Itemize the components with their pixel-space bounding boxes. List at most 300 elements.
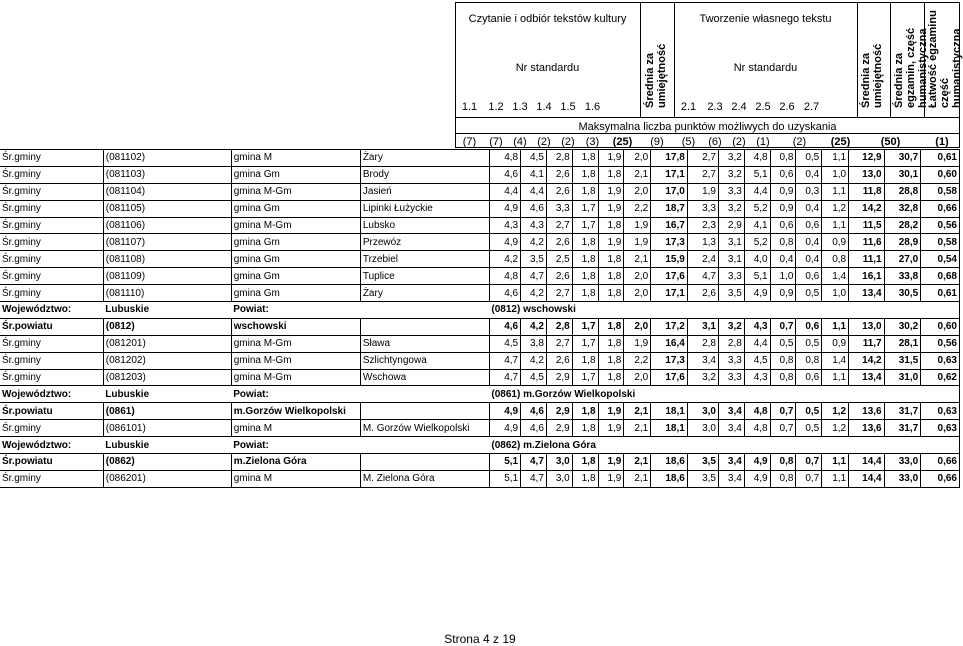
score-cell: 32,8 <box>884 200 921 217</box>
score-cell: 2,6 <box>687 285 718 302</box>
score-cell: 1,1 <box>822 369 849 386</box>
score-cell: 4,3 <box>489 217 520 234</box>
score-cell: 16,1 <box>849 268 884 285</box>
score-cell: 3,3 <box>718 268 744 285</box>
score-cell: 2,6 <box>546 268 572 285</box>
county-name: (0861) m.Gorzów Wielkopolski <box>489 386 959 403</box>
group2-standard-6: 2.7 <box>803 101 820 113</box>
score-cell: 11,8 <box>849 183 884 200</box>
score-cell: 0,56 <box>921 217 960 234</box>
score-cell: 4,8 <box>489 268 520 285</box>
score-cell: 13,6 <box>849 420 884 437</box>
county-label: Powiat: <box>231 437 360 454</box>
county-label: Powiat: <box>231 302 360 319</box>
score-cell: 2,2 <box>624 352 651 369</box>
unit-code: (081201) <box>103 335 231 352</box>
score-cell: 5,1 <box>744 268 770 285</box>
unit-type: Śr.gminy <box>0 470 103 487</box>
table-row <box>0 251 960 268</box>
score-cell: 1,9 <box>624 335 651 352</box>
unit-type: Śr.gminy <box>0 352 103 369</box>
score-cell: 2,8 <box>546 318 572 335</box>
score-cell: 1,0 <box>770 268 796 285</box>
score-cell: 0,5 <box>796 420 822 437</box>
table-row <box>0 369 960 386</box>
region-header-row <box>0 302 960 319</box>
unit-type: Śr.gminy <box>0 251 103 268</box>
unit-kind: gmina M-Gm <box>231 183 360 200</box>
score-cell: 0,7 <box>796 470 822 487</box>
score-cell: 11,7 <box>849 335 884 352</box>
score-cell: 1,8 <box>598 217 624 234</box>
score-cell: 2,5 <box>546 251 572 268</box>
region-header-row <box>0 386 960 403</box>
score-cell: 4,7 <box>521 454 547 471</box>
unit-code: (081108) <box>103 251 231 268</box>
score-cell: 3,2 <box>718 150 744 167</box>
score-cell: 0,3 <box>796 183 822 200</box>
score-cell: 33,0 <box>884 470 921 487</box>
score-cell: 4,9 <box>489 234 520 251</box>
unit-type: Śr.powiatu <box>0 318 103 335</box>
unit-code: (081106) <box>103 217 231 234</box>
score-cell: 4,6 <box>521 403 547 420</box>
score-cell: 4,9 <box>489 403 520 420</box>
score-cell: 1,8 <box>598 335 624 352</box>
region-value: Lubuskie <box>103 302 231 319</box>
score-cell: 1,9 <box>598 183 624 200</box>
score-cell: 4,3 <box>744 369 770 386</box>
score-cell: 5,1 <box>489 470 520 487</box>
score-cell: 1,8 <box>572 166 598 183</box>
unit-kind: gmina Gm <box>231 268 360 285</box>
score-cell: 17,3 <box>651 234 688 251</box>
unit-name: Jasień <box>360 183 489 200</box>
max-points-16: (1) <box>935 136 949 148</box>
score-cell: 17,1 <box>651 166 688 183</box>
max-points-label: Maksymalna liczba punktów możliwych do uzyskania <box>578 121 837 133</box>
divider <box>640 2 641 117</box>
score-cell: 4,6 <box>489 285 520 302</box>
score-cell: 4,5 <box>521 369 547 386</box>
score-cell: 2,0 <box>624 150 651 167</box>
group2-average-label: Średnia za umiejętność <box>860 43 884 108</box>
score-cell: 4,6 <box>489 166 520 183</box>
unit-name: Brody <box>360 166 489 183</box>
score-cell: 1,1 <box>822 470 849 487</box>
score-cell: 2,1 <box>624 166 651 183</box>
table-row <box>0 285 960 302</box>
score-cell: 0,9 <box>770 200 796 217</box>
group1-standard-4: 1.4 <box>536 101 552 113</box>
score-cell: 28,8 <box>884 183 921 200</box>
score-cell: 30,7 <box>884 150 921 167</box>
score-cell: 0,8 <box>770 454 796 471</box>
score-cell: 3,0 <box>687 403 718 420</box>
score-cell: 4,1 <box>521 166 547 183</box>
table-row <box>0 217 960 234</box>
divider <box>455 133 960 134</box>
score-cell: 0,8 <box>796 352 822 369</box>
score-cell: 17,0 <box>651 183 688 200</box>
table-row <box>0 470 960 487</box>
score-cell: 0,66 <box>921 454 960 471</box>
score-cell: 2,7 <box>546 285 572 302</box>
score-cell: 3,3 <box>718 369 744 386</box>
score-cell: 2,1 <box>624 454 651 471</box>
region-value: Lubuskie <box>103 386 231 403</box>
score-cell: 0,9 <box>822 335 849 352</box>
score-cell: 3,3 <box>718 183 744 200</box>
score-cell: 1,7 <box>572 200 598 217</box>
unit-name: Wschowa <box>360 369 489 386</box>
score-cell: 30,5 <box>884 285 921 302</box>
score-cell: 0,63 <box>921 352 960 369</box>
score-cell: 0,6 <box>796 268 822 285</box>
score-cell: 4,3 <box>744 318 770 335</box>
score-cell: 1,9 <box>598 454 624 471</box>
score-cell: 2,8 <box>687 335 718 352</box>
score-cell: 33,0 <box>884 454 921 471</box>
score-cell: 0,4 <box>796 166 822 183</box>
score-cell: 17,3 <box>651 352 688 369</box>
score-cell: 1,9 <box>598 420 624 437</box>
group1-standard-3: 1.3 <box>512 101 528 113</box>
unit-code: (0861) <box>103 403 231 420</box>
score-cell: 1,9 <box>598 403 624 420</box>
score-cell: 0,9 <box>770 183 796 200</box>
score-cell: 3,0 <box>546 454 572 471</box>
score-cell: 1,7 <box>572 217 598 234</box>
max-points-3: (4) <box>513 136 527 148</box>
county-average-row <box>0 454 960 471</box>
score-cell: 4,5 <box>489 335 520 352</box>
unit-type: Śr.gminy <box>0 268 103 285</box>
score-cell: 1,4 <box>822 268 849 285</box>
unit-code: (081203) <box>103 369 231 386</box>
unit-name: Sława <box>360 335 489 352</box>
group2-title: Tworzenie własnego tekstu <box>699 13 832 25</box>
group2-standard-4: 2.5 <box>755 101 771 113</box>
score-cell: 16,4 <box>651 335 688 352</box>
score-cell: 0,54 <box>921 251 960 268</box>
unit-code: (0862) <box>103 454 231 471</box>
divider <box>924 2 925 117</box>
unit-kind: m.Zielona Góra <box>231 454 360 471</box>
score-cell: 13,0 <box>849 166 884 183</box>
unit-name: Lubsko <box>360 217 489 234</box>
score-cell: 15,9 <box>651 251 688 268</box>
score-cell: 14,2 <box>849 352 884 369</box>
score-cell: 1,1 <box>822 318 849 335</box>
unit-code: (081202) <box>103 352 231 369</box>
score-cell: 2,4 <box>687 251 718 268</box>
score-cell: 4,0 <box>744 251 770 268</box>
group1-average-label: Średnia za umiejętność <box>644 43 668 108</box>
unit-code: (0812) <box>103 318 231 335</box>
unit-name: Lipinki Łużyckie <box>360 200 489 217</box>
score-cell: 0,7 <box>770 318 796 335</box>
score-cell: 1,8 <box>572 150 598 167</box>
score-cell: 4,7 <box>489 369 520 386</box>
unit-type: Śr.gminy <box>0 335 103 352</box>
score-cell: 0,5 <box>770 335 796 352</box>
unit-code: (081104) <box>103 183 231 200</box>
score-cell: 18,6 <box>651 470 688 487</box>
score-cell: 28,1 <box>884 335 921 352</box>
unit-kind: gmina Gm <box>231 166 360 183</box>
score-cell: 4,6 <box>489 318 520 335</box>
region-value: Lubuskie <box>103 437 231 454</box>
results-table <box>0 149 960 488</box>
score-cell: 4,8 <box>744 403 770 420</box>
county-average-row <box>0 403 960 420</box>
score-cell: 17,1 <box>651 285 688 302</box>
score-cell: 3,0 <box>687 420 718 437</box>
score-cell: 2,9 <box>546 369 572 386</box>
score-cell: 1,9 <box>624 217 651 234</box>
score-cell: 4,4 <box>744 183 770 200</box>
score-cell: 2,9 <box>546 403 572 420</box>
score-cell: 2,9 <box>718 217 744 234</box>
score-cell: 3,1 <box>718 234 744 251</box>
score-cell: 1,9 <box>687 183 718 200</box>
score-cell: 0,8 <box>770 352 796 369</box>
unit-kind: gmina M-Gm <box>231 369 360 386</box>
unit-code: (081105) <box>103 200 231 217</box>
score-cell: 3,3 <box>546 200 572 217</box>
score-cell: 3,4 <box>718 470 744 487</box>
score-cell: 4,7 <box>489 352 520 369</box>
table-row <box>0 420 960 437</box>
score-cell: 31,0 <box>884 369 921 386</box>
score-cell: 2,6 <box>546 234 572 251</box>
score-cell: 0,6 <box>796 318 822 335</box>
score-cell: 3,4 <box>718 420 744 437</box>
score-cell: 2,9 <box>546 420 572 437</box>
score-cell: 1,8 <box>598 268 624 285</box>
score-cell: 1,8 <box>572 183 598 200</box>
score-cell: 2,6 <box>546 352 572 369</box>
table-row <box>0 200 960 217</box>
score-cell: 18,7 <box>651 200 688 217</box>
score-cell: 14,4 <box>849 454 884 471</box>
region-label: Województwo: <box>0 386 103 403</box>
score-cell: 0,5 <box>796 150 822 167</box>
unit-type: Śr.gminy <box>0 166 103 183</box>
score-cell: 0,6 <box>770 166 796 183</box>
score-cell: 3,5 <box>687 470 718 487</box>
score-cell: 0,58 <box>921 183 960 200</box>
max-points-12: (1) <box>756 136 770 148</box>
max-points-7: (25) <box>612 136 633 148</box>
score-cell: 1,8 <box>598 352 624 369</box>
page-number: Strona 4 z 19 <box>444 632 516 646</box>
score-cell: 2,7 <box>546 217 572 234</box>
max-points-10: (6) <box>708 136 722 148</box>
score-cell: 3,2 <box>718 318 744 335</box>
score-cell: 1,2 <box>822 200 849 217</box>
score-cell: 2,0 <box>624 369 651 386</box>
score-cell: 1,8 <box>572 470 598 487</box>
score-cell: 2,8 <box>546 150 572 167</box>
score-cell: 18,1 <box>651 420 688 437</box>
unit-code: (081109) <box>103 268 231 285</box>
score-cell: 4,5 <box>521 150 547 167</box>
score-cell: 0,6 <box>796 369 822 386</box>
unit-type: Śr.gminy <box>0 369 103 386</box>
score-cell: 13,0 <box>849 318 884 335</box>
unit-name: Przewóz <box>360 234 489 251</box>
score-cell: 3,5 <box>718 285 744 302</box>
max-points-2: (7) <box>489 136 503 148</box>
score-cell: 1,8 <box>598 318 624 335</box>
score-cell: 5,2 <box>744 234 770 251</box>
score-cell: 4,9 <box>744 285 770 302</box>
score-cell: 0,8 <box>822 251 849 268</box>
score-cell: 1,8 <box>598 285 624 302</box>
score-cell: 1,8 <box>572 234 598 251</box>
group1-standard-6: 1.6 <box>584 101 601 113</box>
score-cell: 1,1 <box>822 183 849 200</box>
group1-standard-5: 1.5 <box>560 101 576 113</box>
score-cell: 13,4 <box>849 369 884 386</box>
table-row <box>0 234 960 251</box>
score-cell: 3,8 <box>521 335 547 352</box>
group1-standard-label: Nr standardu <box>515 62 580 74</box>
score-cell: 2,0 <box>624 318 651 335</box>
region-label: Województwo: <box>0 437 103 454</box>
score-cell: 17,6 <box>651 369 688 386</box>
score-cell: 0,5 <box>796 285 822 302</box>
unit-code: (081103) <box>103 166 231 183</box>
score-cell: 4,7 <box>521 268 547 285</box>
score-cell: 1,7 <box>572 318 598 335</box>
score-cell: 2,1 <box>624 470 651 487</box>
score-cell: 0,7 <box>770 403 796 420</box>
score-cell: 11,1 <box>849 251 884 268</box>
score-cell: 1,8 <box>572 285 598 302</box>
score-cell: 2,1 <box>624 251 651 268</box>
score-cell: 5,1 <box>489 454 520 471</box>
unit-kind: gmina Gm <box>231 251 360 268</box>
max-points-5: (2) <box>561 136 575 148</box>
score-cell: 1,0 <box>822 166 849 183</box>
score-cell: 1,9 <box>624 234 651 251</box>
exam-average-label: Średnia za egzamin, część humanistyczna <box>893 27 929 108</box>
score-cell: 4,2 <box>489 251 520 268</box>
blank <box>360 437 489 454</box>
unit-name: Tuplice <box>360 268 489 285</box>
score-cell: 1,7 <box>572 335 598 352</box>
county-name: (0862) m.Zielona Góra <box>489 437 959 454</box>
table-row <box>0 166 960 183</box>
score-cell: 3,1 <box>718 251 744 268</box>
score-cell: 0,56 <box>921 335 960 352</box>
score-cell: 0,6 <box>770 217 796 234</box>
score-cell: 0,8 <box>770 234 796 251</box>
score-cell: 31,7 <box>884 403 921 420</box>
score-cell: 28,2 <box>884 217 921 234</box>
score-cell: 1,1 <box>822 150 849 167</box>
score-cell: 0,5 <box>796 335 822 352</box>
score-cell: 3,5 <box>521 251 547 268</box>
score-cell: 4,5 <box>744 352 770 369</box>
score-cell: 1,8 <box>572 251 598 268</box>
score-cell: 27,0 <box>884 251 921 268</box>
unit-name: M. Gorzów Wielkopolski <box>360 420 489 437</box>
score-cell: 3,4 <box>687 352 718 369</box>
unit-type: Śr.gminy <box>0 183 103 200</box>
score-cell: 1,8 <box>572 352 598 369</box>
unit-code: (081110) <box>103 285 231 302</box>
score-cell: 2,1 <box>624 420 651 437</box>
score-cell: 0,63 <box>921 403 960 420</box>
unit-kind: gmina M-Gm <box>231 352 360 369</box>
score-cell: 4,4 <box>489 183 520 200</box>
group2-standard-1: 2.1 <box>680 101 697 113</box>
score-cell: 4,3 <box>521 217 547 234</box>
max-points-15: (50) <box>880 136 901 148</box>
score-cell: 0,66 <box>921 200 960 217</box>
score-cell: 0,5 <box>796 403 822 420</box>
score-cell: 4,2 <box>521 318 547 335</box>
score-cell: 2,8 <box>718 335 744 352</box>
county-name: (0812) wschowski <box>489 302 959 319</box>
score-cell: 2,2 <box>624 200 651 217</box>
group2-standard-2: 2.3 <box>707 101 723 113</box>
score-cell: 0,62 <box>921 369 960 386</box>
group1-standard-2: 1.2 <box>488 101 504 113</box>
score-cell: 4,8 <box>744 150 770 167</box>
score-cell: 17,2 <box>651 318 688 335</box>
score-cell: 17,6 <box>651 268 688 285</box>
unit-kind: gmina M <box>231 420 360 437</box>
score-cell: 30,2 <box>884 318 921 335</box>
unit-kind: gmina Gm <box>231 285 360 302</box>
score-cell: 1,8 <box>598 369 624 386</box>
score-cell: 1,1 <box>822 217 849 234</box>
score-cell: 2,0 <box>624 183 651 200</box>
county-average-row <box>0 318 960 335</box>
max-points-14: (25) <box>830 136 851 148</box>
unit-type: Śr.gminy <box>0 217 103 234</box>
score-cell: 4,2 <box>521 352 547 369</box>
score-cell: 4,9 <box>744 454 770 471</box>
unit-kind: gmina M <box>231 470 360 487</box>
unit-kind: wschowski <box>231 318 360 335</box>
score-cell: 4,4 <box>521 183 547 200</box>
score-cell: 14,2 <box>849 200 884 217</box>
score-cell: 1,8 <box>598 166 624 183</box>
score-cell: 3,4 <box>718 454 744 471</box>
score-cell: 1,8 <box>572 403 598 420</box>
score-cell: 4,7 <box>687 268 718 285</box>
score-cell: 1,7 <box>572 369 598 386</box>
score-cell: 4,2 <box>521 234 547 251</box>
score-cell: 4,4 <box>744 335 770 352</box>
score-cell: 13,6 <box>849 403 884 420</box>
unit-name: Żary <box>360 285 489 302</box>
score-cell: 3,2 <box>687 369 718 386</box>
group1-standard-1: 1.1 <box>461 101 478 113</box>
score-cell: 4,7 <box>521 470 547 487</box>
unit-type: Śr.powiatu <box>0 454 103 471</box>
score-cell: 1,3 <box>687 234 718 251</box>
score-cell: 31,5 <box>884 352 921 369</box>
score-cell: 2,7 <box>687 166 718 183</box>
max-points-1: (7) <box>462 136 477 148</box>
